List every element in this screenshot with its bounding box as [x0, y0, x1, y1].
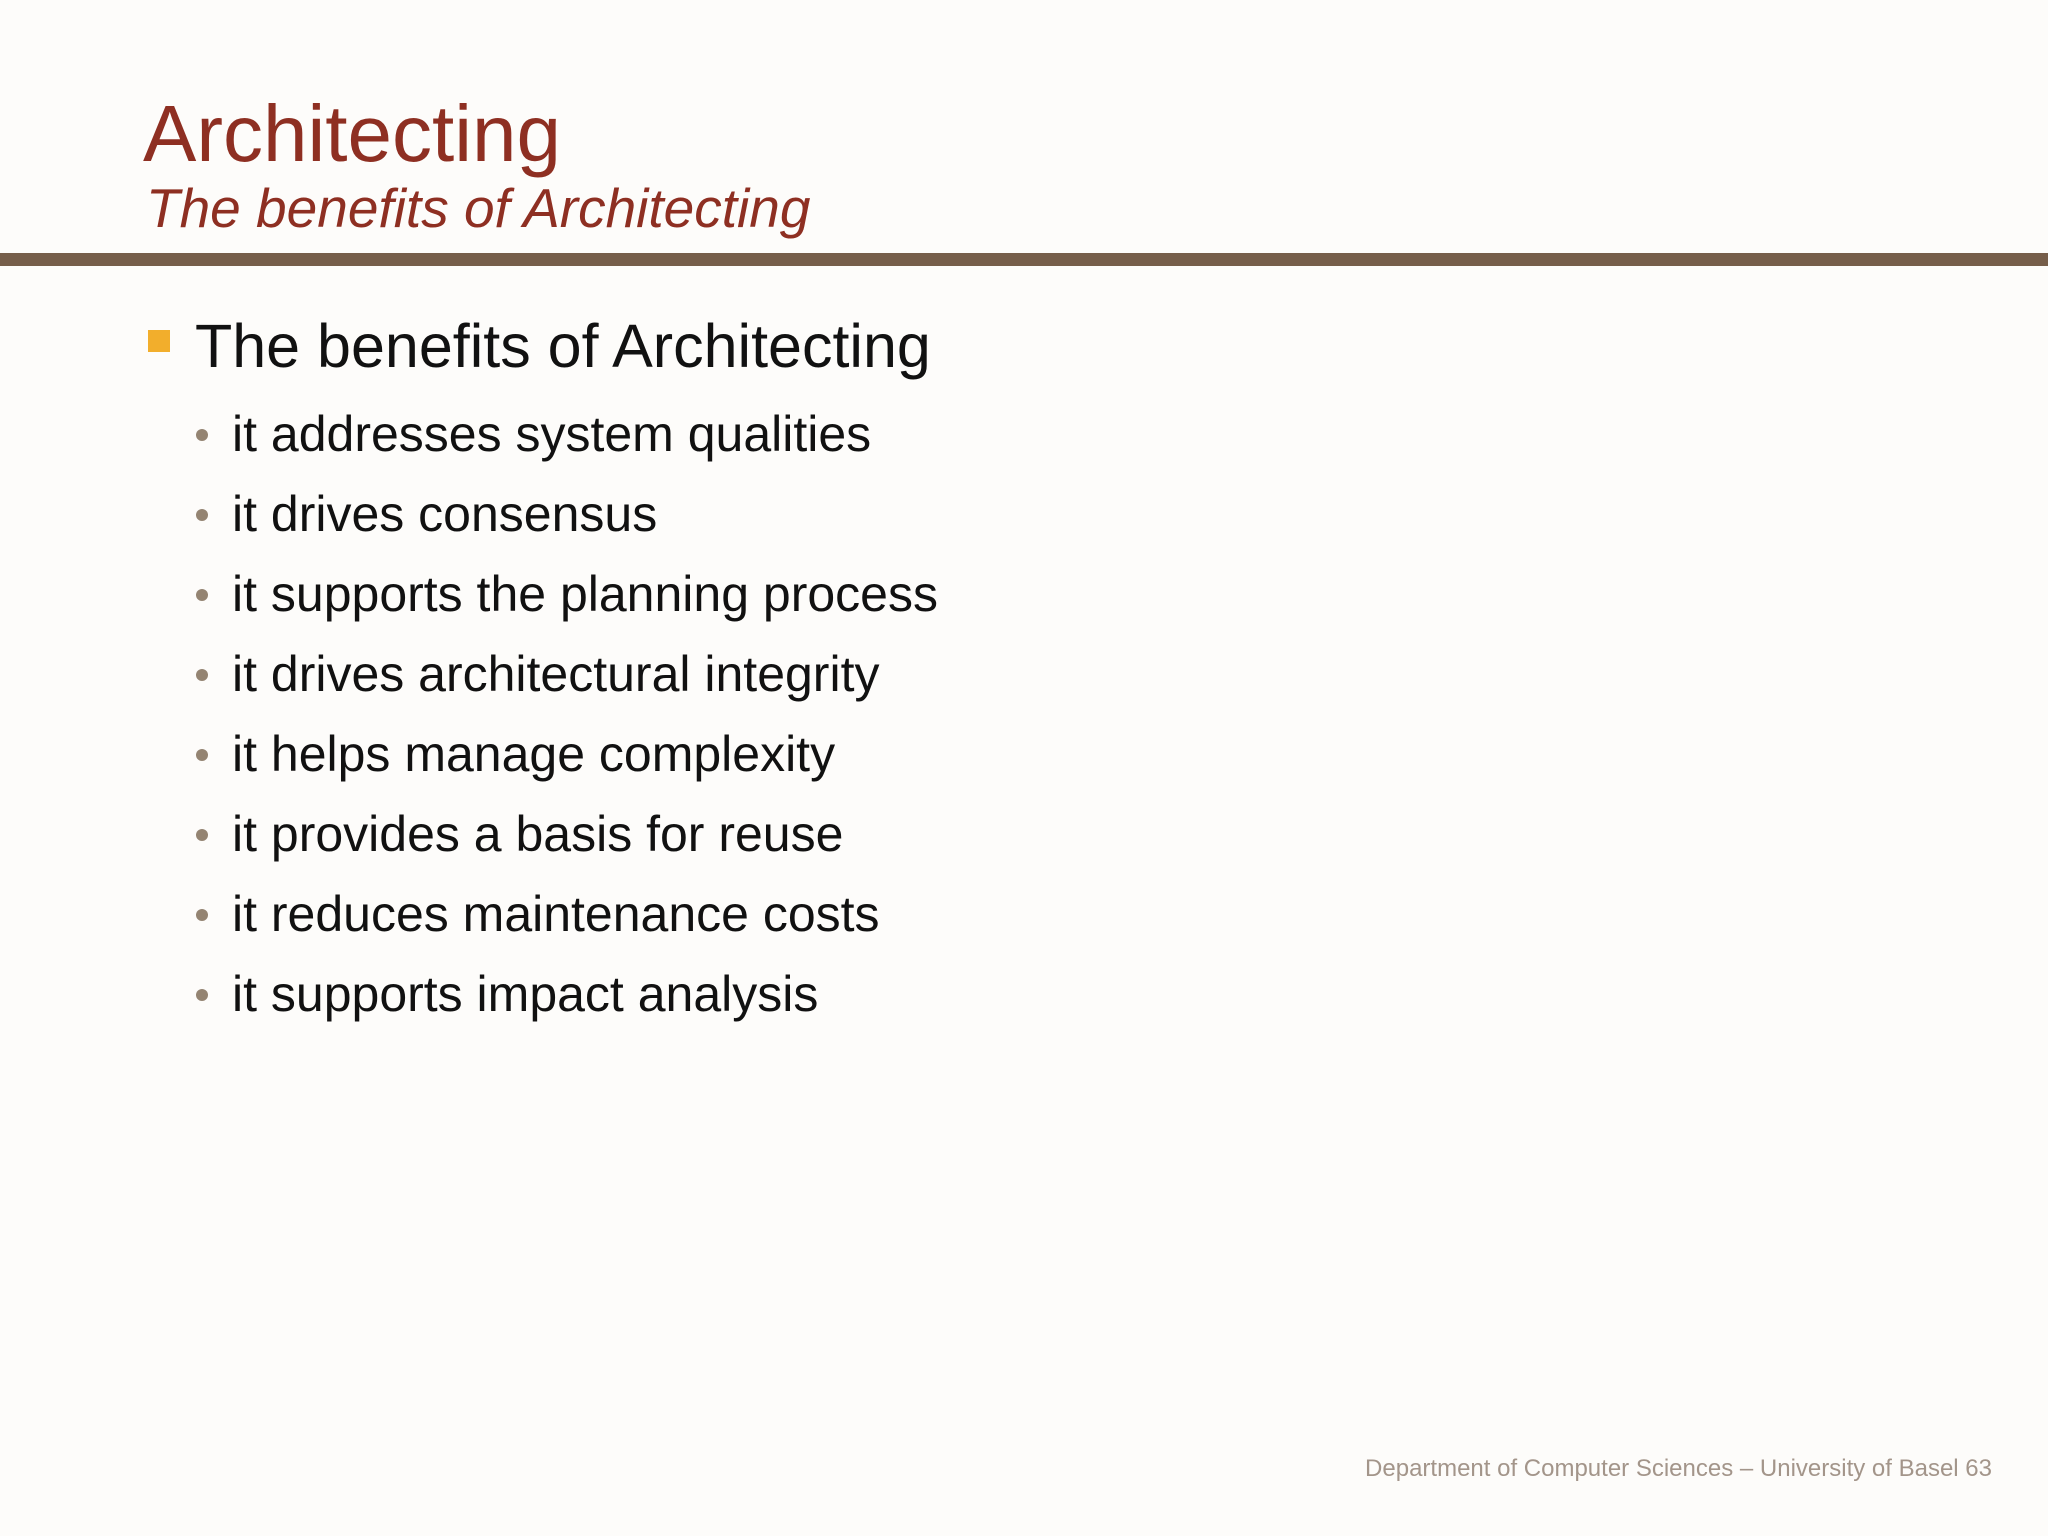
list-item-text: it drives consensus — [232, 486, 658, 542]
dot-bullet-icon — [196, 509, 208, 521]
square-bullet-icon — [148, 330, 170, 352]
title-divider — [0, 253, 2048, 266]
dot-bullet-icon — [196, 589, 208, 601]
dot-bullet-icon — [196, 669, 208, 681]
dot-bullet-icon — [196, 749, 208, 761]
slide-title: Architecting — [143, 89, 561, 178]
slide-footer: Department of Computer Sciences – University of Basel 63 — [1365, 1455, 1992, 1482]
list-item-text: it supports impact analysis — [232, 966, 819, 1022]
dot-bullet-icon — [196, 909, 208, 921]
dot-bullet-icon — [196, 989, 208, 1001]
dot-bullet-icon — [196, 829, 208, 841]
list-item-text: it provides a basis for reuse — [232, 806, 844, 862]
list-item-text: it drives architectural integrity — [232, 646, 880, 702]
main-bullet-text: The benefits of Architecting — [195, 312, 931, 380]
list-item-text: it addresses system qualities — [232, 406, 872, 462]
list-item-text: it helps manage complexity — [232, 726, 836, 782]
slide-subtitle: The benefits of Architecting — [146, 177, 811, 239]
list-item-text: it reduces maintenance costs — [232, 886, 880, 942]
list-item-text: it supports the planning process — [232, 566, 938, 622]
dot-bullet-icon — [196, 429, 208, 441]
